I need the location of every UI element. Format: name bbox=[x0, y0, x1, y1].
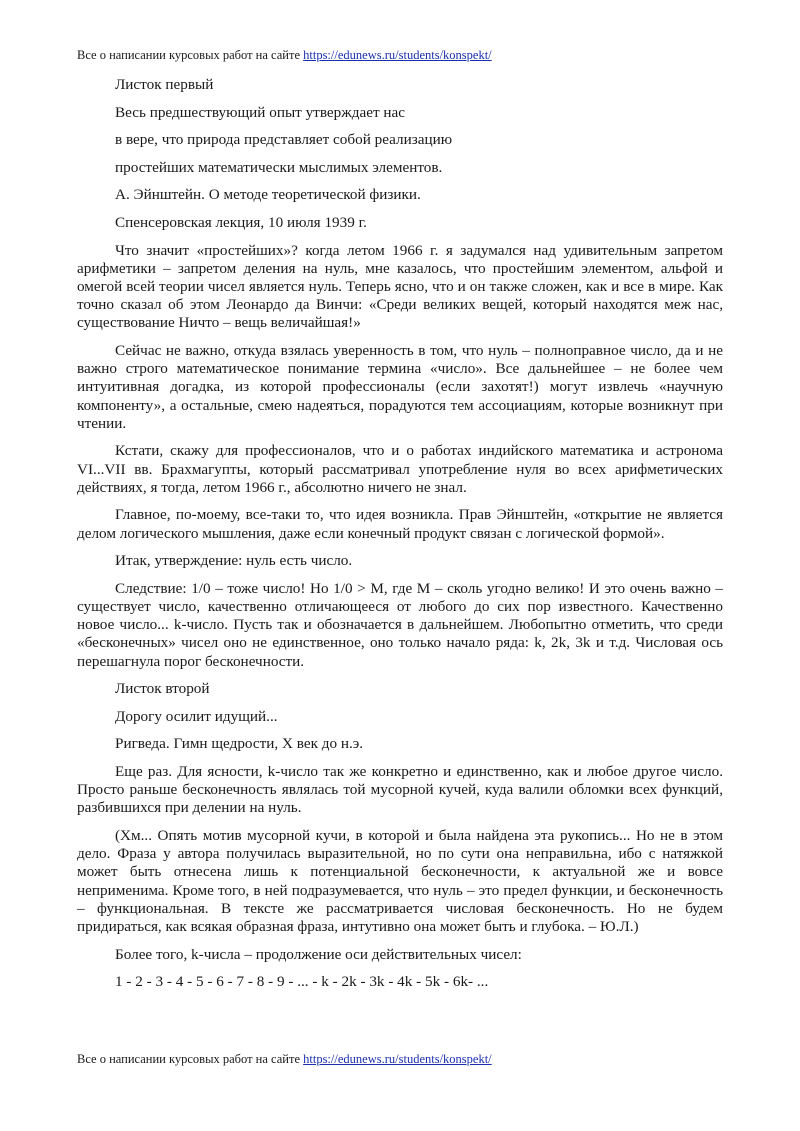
header-link[interactable]: https://edunews.ru/students/konspekt/ bbox=[303, 48, 492, 62]
page-footer bbox=[77, 1051, 737, 1067]
epigraph-line-1: Весь предшествующий опыт утверждает нас bbox=[115, 103, 405, 121]
footer-link[interactable]: https://edunews.ru/students/konspekt/ bbox=[303, 1052, 492, 1066]
footer-text: Все о написании курсовых работ на сайте bbox=[77, 1052, 304, 1066]
section-title-1: Листок первый bbox=[115, 76, 214, 93]
epigraph-line-2: в вере, что природа представляет собой реализацию bbox=[115, 131, 453, 149]
paragraph: Итак, утверждение: нуль есть число. bbox=[115, 552, 353, 570]
paragraph: Главное, по-моему, все-таки то, что идея возникла. Прав Эйнштейн, «открытие не является делом логического мышления, даже если конечный продукт связан с логической формой». bbox=[77, 506, 723, 542]
epigraph-source-2: Спенсеровская лекция, 10 июля 1939 г. bbox=[115, 213, 367, 231]
number-sequence: 1 - 2 - 3 - 4 - 5 - 6 - 7 - 8 - 9 - ... - k - 2k - 3k - 4k - 5k - 6k- ... bbox=[115, 973, 489, 991]
paragraph: Что значит «простейших»? когда летом 1966 г. я задумался над удивительным запретом арифметики – запретом деления на нуль, мне казалось, что простейшим элементом, альфой и омегой всей теории чисел является нуль. Теперь ясно, что и он также сложен, как и все в мире. Как точно сказал об этом Леонардо да Винчи: «Среди великих вещей, который находятся меж нас, существование Ничто – вещь величайшая!» bbox=[77, 241, 723, 332]
paragraph: (Хм... Опять мотив мусорной кучи, в которой и была найдена эта рукопись... Но не в этом дело. Фраза у автора получилась выразительной, но по сути она неправильна, ибо с натяжкой может быть отнесена лишь к потенциальной бесконечности, к актуальной же и вовсе неприменима. Кроме того, в ней подразумевается, что нуль – это предел функции, и бесконечность – функциональная. В тексте же рассматривается числовая бесконечность. Но не будем придираться, как всякая образная фраза, интутивно она может быть и глубока. – Ю.Л.) bbox=[77, 826, 723, 935]
header-text: Все о написании курсовых работ на сайте bbox=[77, 48, 304, 62]
paragraph: Еще раз. Для ясности, k-число так же конкретно и единственно, как и любое другое число. Просто раньше бесконечность являлась той мусорной кучей, куда валили обломки всех функций, разбившихся при делении на нуль. bbox=[77, 762, 723, 817]
epigraph-line-3: простейших математически мыслимых элементов. bbox=[115, 158, 443, 176]
paragraph: Более того, k-числа – продолжение оси действительных чисел: bbox=[115, 945, 522, 963]
epigraph-line: Дорогу осилит идущий... bbox=[115, 707, 278, 725]
page-header bbox=[77, 47, 737, 63]
paragraph: Сейчас не важно, откуда взялась уверенность в том, что нуль – полноправное число, да и не важно строго математическое понимание термина «число». Все дальнейшее – не более чем интуитивная догадка, из которой профессионалы (если захотят!) могут извлечь «научную компоненту», а остальные, смею надеяться, порадуются тем ассоциациям, которые возникнут при чтении. bbox=[77, 341, 723, 432]
document-body bbox=[77, 76, 723, 1001]
epigraph-source-1: А. Эйнштейн. О методе теоретической физики. bbox=[115, 186, 421, 204]
paragraph: Кстати, скажу для профессионалов, что и о работах индийского математика и астронома VI...VII вв. Брахмагупты, который рассматривал употребление нуля во всех арифметических действиях, я тогда, летом 1966 г., абсолютно ничего не знал. bbox=[77, 442, 723, 496]
epigraph-source: Ригведа. Гимн щедрости, X век до н.э. bbox=[115, 735, 364, 753]
section-title-2: Листок второй bbox=[115, 680, 210, 698]
paragraph: Следствие: 1/0 – тоже число! Но 1/0 > M, где М – сколь угодно велико! И это очень важно – существует число, качественно отличающееся от любого до сих пор известного. Качественно новое число... k-число. Пусть так и обозначается в дальнейшем. Любопытно отметить, что среди «бесконечных» чисел оно не единственное, оно только начало ряда: k, 2k, 3k и т.д. Числовая ось перешагнула порог бесконечности. bbox=[77, 579, 723, 670]
